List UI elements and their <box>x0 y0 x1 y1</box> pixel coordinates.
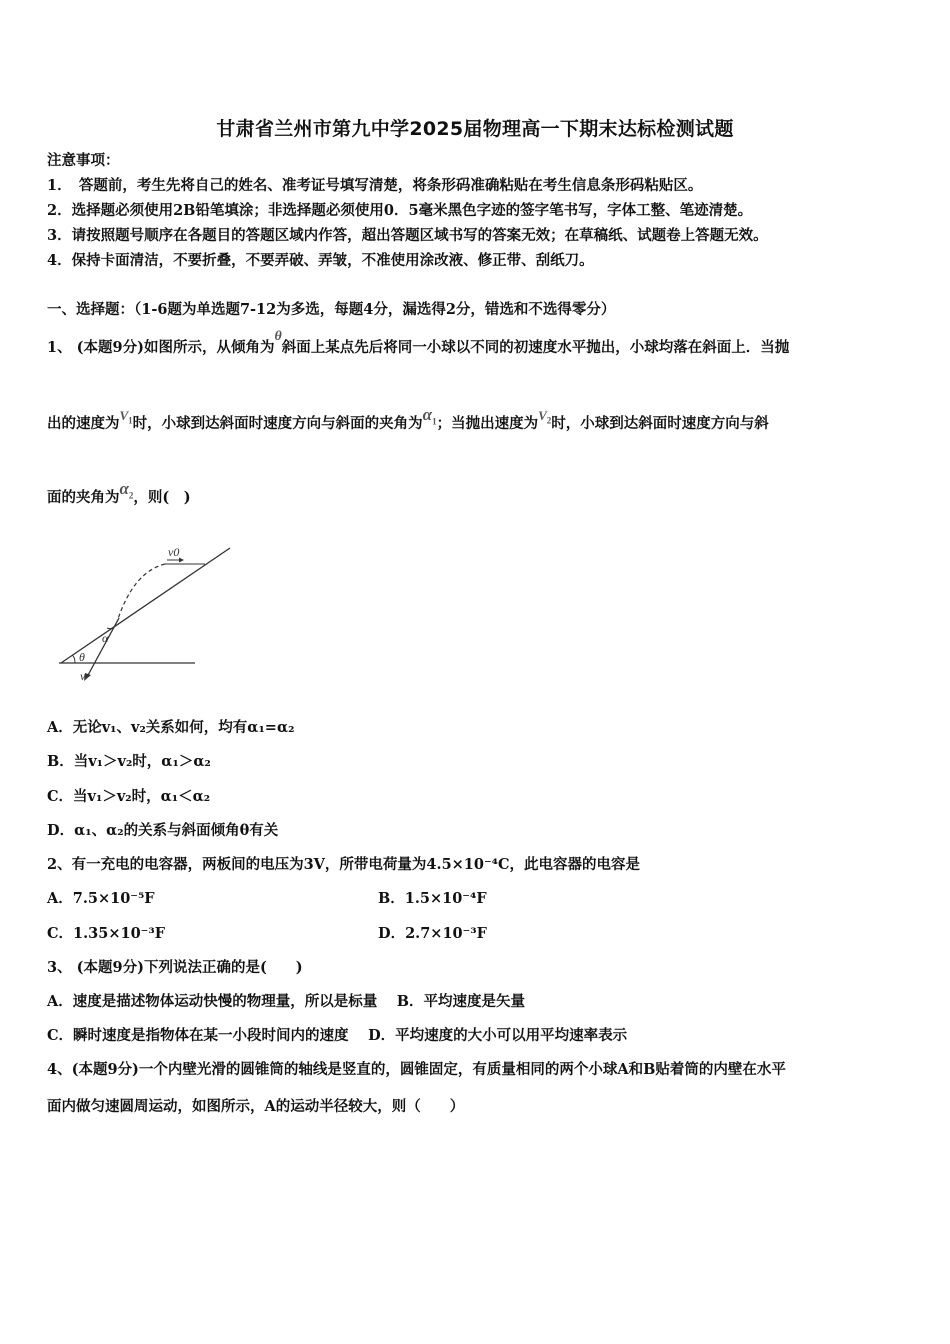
symbol-subscript: 2 <box>128 490 134 501</box>
q2-option-b: B．1.5×10⁻⁴F <box>378 890 487 907</box>
v0-arrow-head <box>179 558 184 563</box>
notice-item: 4．保持卡面清洁，不要折叠，不要弄破、弄皱，不准使用涂改液、修正带、刮纸刀。 <box>47 252 594 269</box>
notice-item: 2．选择题必须使用2B铅笔填涂；非选择题必须使用0．5毫米黑色字迹的签字笔书写，字体工整、笔迹清楚。 <box>47 202 753 219</box>
symbol-letter: V <box>119 408 129 423</box>
theta-arc <box>72 655 75 663</box>
q1-option-b: B．当v₁＞v₂时，α₁＞α₂ <box>47 753 211 770</box>
q1-text: 面的夹角为 <box>47 489 120 506</box>
q1-text: 时，小球到达斜面时速度方向与斜 <box>551 415 769 432</box>
q4-stem-line1: 4、(本题9分)一个内壁光滑的圆锥筒的轴线是竖直的，圆锥固定，有质量相同的两个小球A和B贴着筒的内壁在水平 <box>47 1061 786 1078</box>
q1-text: 1、 (本题9分)如图所示，从倾角为 <box>47 339 275 356</box>
symbol-subscript: 1 <box>128 415 133 426</box>
section-heading: 一、选择题：（1-6题为单选题7-12为多选，每题4分，漏选得2分，错选和不选得零分） <box>47 301 616 318</box>
q2-option-d: D．2.7×10⁻³F <box>378 925 487 942</box>
symbol-letter: α <box>422 405 433 424</box>
q2-option-c: C．1.35×10⁻³F <box>47 925 165 942</box>
symbol-subscript: 2 <box>546 415 552 426</box>
symbol-subscript: 1 <box>432 416 437 427</box>
q1-option-d: D．α₁、α₂的关系与斜面倾角θ有关 <box>47 822 279 839</box>
q1-text: ；当抛出速度为 <box>436 415 539 432</box>
q1-option-c: C．当v₁＞v₂时，α₁＜α₂ <box>47 788 211 805</box>
v2-symbol <box>538 408 552 426</box>
q1-text: 时，小球到达斜面时速度方向与斜面的夹角为 <box>132 415 423 432</box>
alpha-label: α <box>102 631 109 645</box>
q1-line2 <box>47 405 769 439</box>
incline-line <box>61 548 230 663</box>
notice-item: 3．请按照题号顺序在各题目的答题区域内作答，超出答题区域书写的答案无效；在草稿纸、试题卷上答题无效。 <box>47 227 768 244</box>
notice-item: 1． 答题前，考生先将自己的姓名、准考证号填写清楚，将条形码准确粘贴在考生信息条形码粘贴区。 <box>47 177 703 194</box>
theta-label: θ <box>79 650 85 664</box>
q1-text: 斜面上某点先后将同一小球以不同的初速度水平抛出，小球均落在斜面上．当抛 <box>281 339 790 356</box>
alpha1-symbol <box>422 405 437 427</box>
q2-stem: 2、有一充电的电容器，两板间的电压为3V，所带电荷量为4.5×10⁻⁴C，此电容器的电容是 <box>47 856 641 873</box>
q3-stem: 3、 (本题9分)下列说法正确的是( ) <box>47 959 303 976</box>
notice-heading: 注意事项： <box>47 152 120 169</box>
q3-options-row1: A．速度是描述物体运动快慢的物理量，所以是标量 B．平均速度是矢量 <box>47 993 526 1010</box>
incline-projectile-figure <box>55 540 240 685</box>
q1-line1 <box>47 329 790 359</box>
alpha2-symbol <box>119 479 134 501</box>
q4-stem-line2: 面内做匀速圆周运动，如图所示，A的运动半径较大，则（ ） <box>47 1098 465 1115</box>
q2-option-a: A．7.5×10⁻⁵F <box>47 890 155 907</box>
v-label: v <box>80 669 86 683</box>
theta-symbol: θ <box>274 329 282 344</box>
q1-text: ，则( ) <box>133 489 191 506</box>
symbol-letter: α <box>119 479 129 498</box>
q1-line3 <box>47 479 191 513</box>
q1-option-a: A．无论v₁、v₂关系如何，均有α₁=α₂ <box>47 719 295 736</box>
page-title: 甘肃省兰州市第九中学2025届物理高一下期末达标检测试题 <box>216 118 734 140</box>
symbol-letter: V <box>538 408 547 423</box>
q1-text: 出的速度为 <box>47 415 120 432</box>
v0-label: v0 <box>168 545 180 559</box>
q3-options-row2: C．瞬时速度是指物体在某一小段时间内的速度 D．平均速度的大小可以用平均速率表示 <box>47 1027 628 1044</box>
trajectory-path <box>117 564 165 622</box>
v1-symbol <box>119 408 133 426</box>
